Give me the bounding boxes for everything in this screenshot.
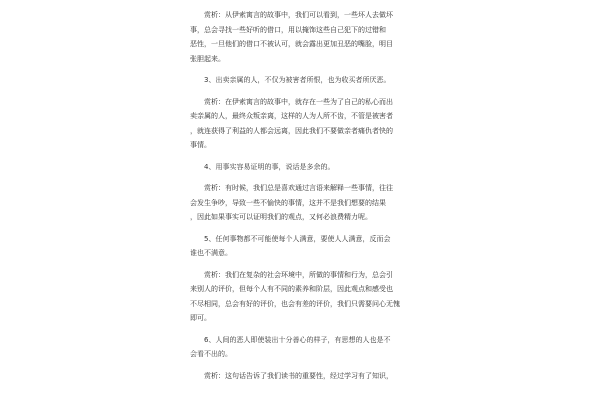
text-line: 卖亲属的人，最终众叛亲离，这样的人为人所不齿，不管是被害者 bbox=[190, 112, 393, 120]
text-line: 赏析：有时候，我们总是喜欢通过言语来解释一些事情，往往 bbox=[204, 184, 393, 192]
paragraph-commentary-3 bbox=[190, 95, 418, 153]
text-line: 赏析：在伊索寓言的故事中，就存在一些为了自己的私心而出 bbox=[204, 97, 393, 106]
text-line: 赏析：这句话告诉了我们读书的重要性，经过学习有了知识， bbox=[204, 371, 393, 380]
paragraph-commentary-5 bbox=[190, 268, 418, 326]
text-line: 来别人的评价，但每个人有不同的素养和阶层，因此观点和感受也 bbox=[190, 285, 393, 293]
text-line: 赏析：从伊索寓言的故事中，我们可以看到，一些坏人去做坏 bbox=[204, 11, 393, 19]
paragraph-commentary-1 bbox=[190, 8, 418, 66]
text-line: 5、任何事物都不可能使每个人满意，要使人人满意，反而会 bbox=[204, 234, 391, 243]
text-line: 事情。 bbox=[190, 141, 211, 149]
text-line: 事，总会寻找一些好听的借口，用以掩饰这些自己犯下的过错和 bbox=[190, 25, 386, 34]
document-body bbox=[190, 8, 418, 390]
text-line: 谁也不满意。 bbox=[190, 249, 232, 257]
saying-heading-6 bbox=[190, 333, 418, 362]
text-line: 4、用事实容易证明的事，说话是多余的。 bbox=[204, 162, 335, 171]
text-line: 3、出卖亲属的人，不仅为被害者所恨，也为收买者所厌恶。 bbox=[204, 76, 391, 84]
text-line: 即可。 bbox=[190, 314, 211, 322]
text-line: 会发生争吵，导致一些不愉快的事情，这并不是我们想要的结果 bbox=[190, 198, 386, 207]
text-line: 赏析：我们在复杂的社会环境中，所做的事情和行为，总会引 bbox=[204, 270, 393, 279]
text-line: ，就连获得了利益的人都会远离，因此我们不要做亲者痛仇者快的 bbox=[190, 126, 393, 135]
text-line: 恶性，一旦他们的借口不被认可，就会露出更加丑恶的嘴脸，明目 bbox=[190, 40, 393, 48]
paragraph-commentary-6 bbox=[190, 369, 418, 384]
text-line: ，因此如果事实可以证明我们的观点，又何必浪费精力呢。 bbox=[190, 213, 372, 221]
text-line: 不尽相同，总会有好的评价，也会有差的评价，我们只需要问心无愧 bbox=[190, 299, 400, 308]
text-line: 会看不出的。 bbox=[190, 350, 232, 358]
paragraph-commentary-4 bbox=[190, 181, 418, 225]
text-line: 张胆起来。 bbox=[190, 54, 225, 63]
saying-heading-4 bbox=[190, 160, 418, 175]
saying-heading-3 bbox=[190, 73, 418, 88]
text-line: 6、人间的恶人即使装出十分善心的样子，有思想的人也是不 bbox=[204, 335, 391, 344]
saying-heading-5 bbox=[190, 232, 418, 261]
